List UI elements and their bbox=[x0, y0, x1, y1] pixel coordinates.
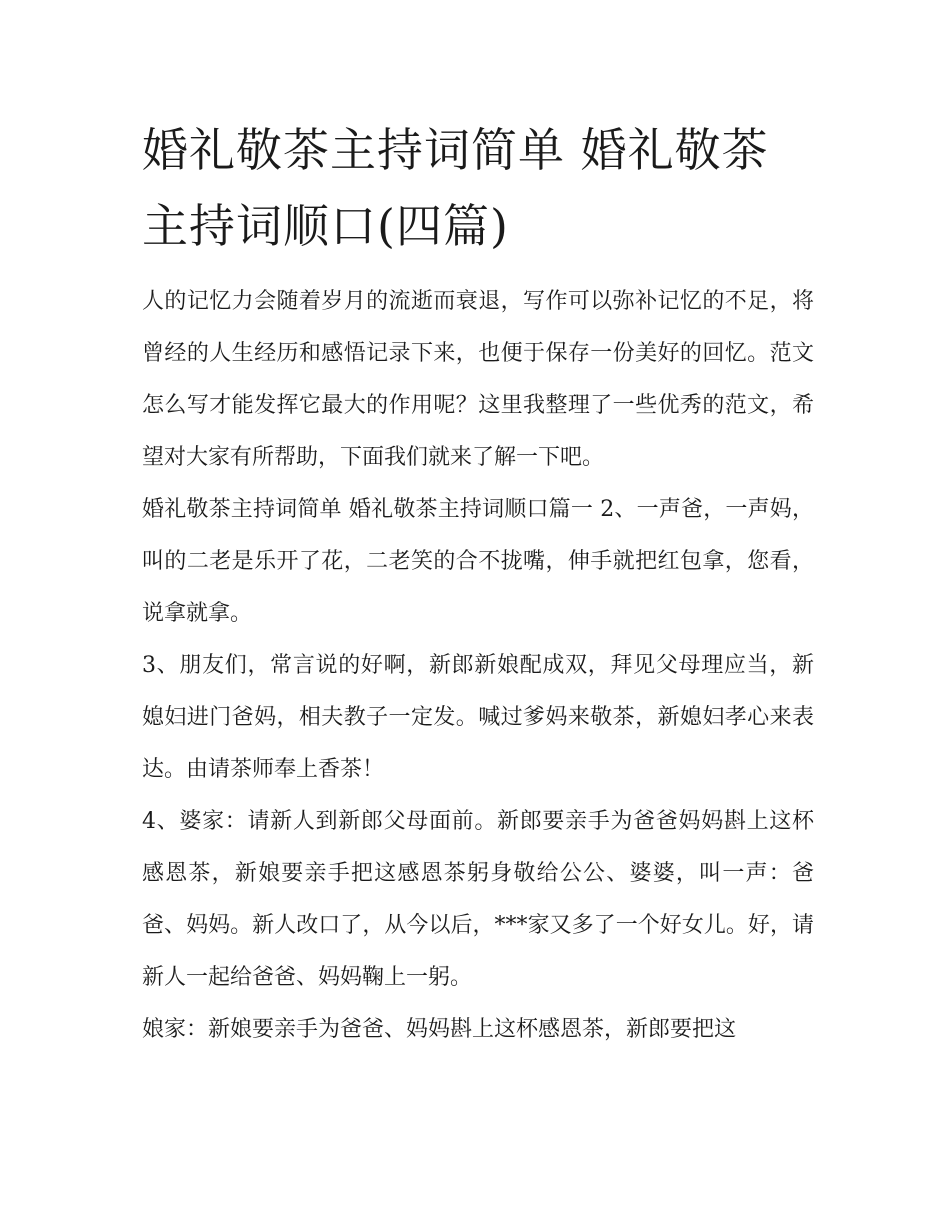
document-page bbox=[142, 112, 814, 1056]
paragraph-item-4: 4、婆家：请新人到新郎父母面前。新郎要亲手为爸爸妈妈斟上这杯感恩茶，新娘要亲手把这感恩茶躬身敬给公公、婆婆，叫一声：爸爸、妈妈。新人改口了，从今以后，***家又多了一个好女儿。好，请新人一起给爸爸、妈妈鞠上一躬。 bbox=[142, 809, 814, 990]
paragraph-item-3: 3、朋友们，常言说的好啊，新郎新娘配成双，拜见父母理应当，新媳妇进门爸妈，相夫教子一定发。喊过爹妈来敬茶，新媳妇孝心来表达。由请茶师奉上香茶！ bbox=[142, 653, 814, 782]
paragraph-section-1: 婚礼敬茶主持词简单 婚礼敬茶主持词顺口篇一 2、一声爸，一声妈，叫的二老是乐开了花，二老笑的合不拢嘴，伸手就把红包拿，您看，说拿就拿。 bbox=[142, 497, 814, 626]
document-title: 婚礼敬茶主持词简单 婚礼敬茶主持词顺口(四篇) bbox=[142, 123, 769, 253]
paragraph-intro: 人的记忆力会随着岁月的流逝而衰退，写作可以弥补记忆的不足，将曾经的人生经历和感悟记录下来，也便于保存一份美好的回忆。范文怎么写才能发挥它最大的作用呢？这里我整理了一些优秀的范文，希望对大家有所帮助，下面我们就来了解一下吧。 bbox=[142, 289, 814, 470]
paragraph-bride-family: 娘家：新娘要亲手为爸爸、妈妈斟上这杯感恩茶，新郎要把这 bbox=[142, 1017, 737, 1042]
